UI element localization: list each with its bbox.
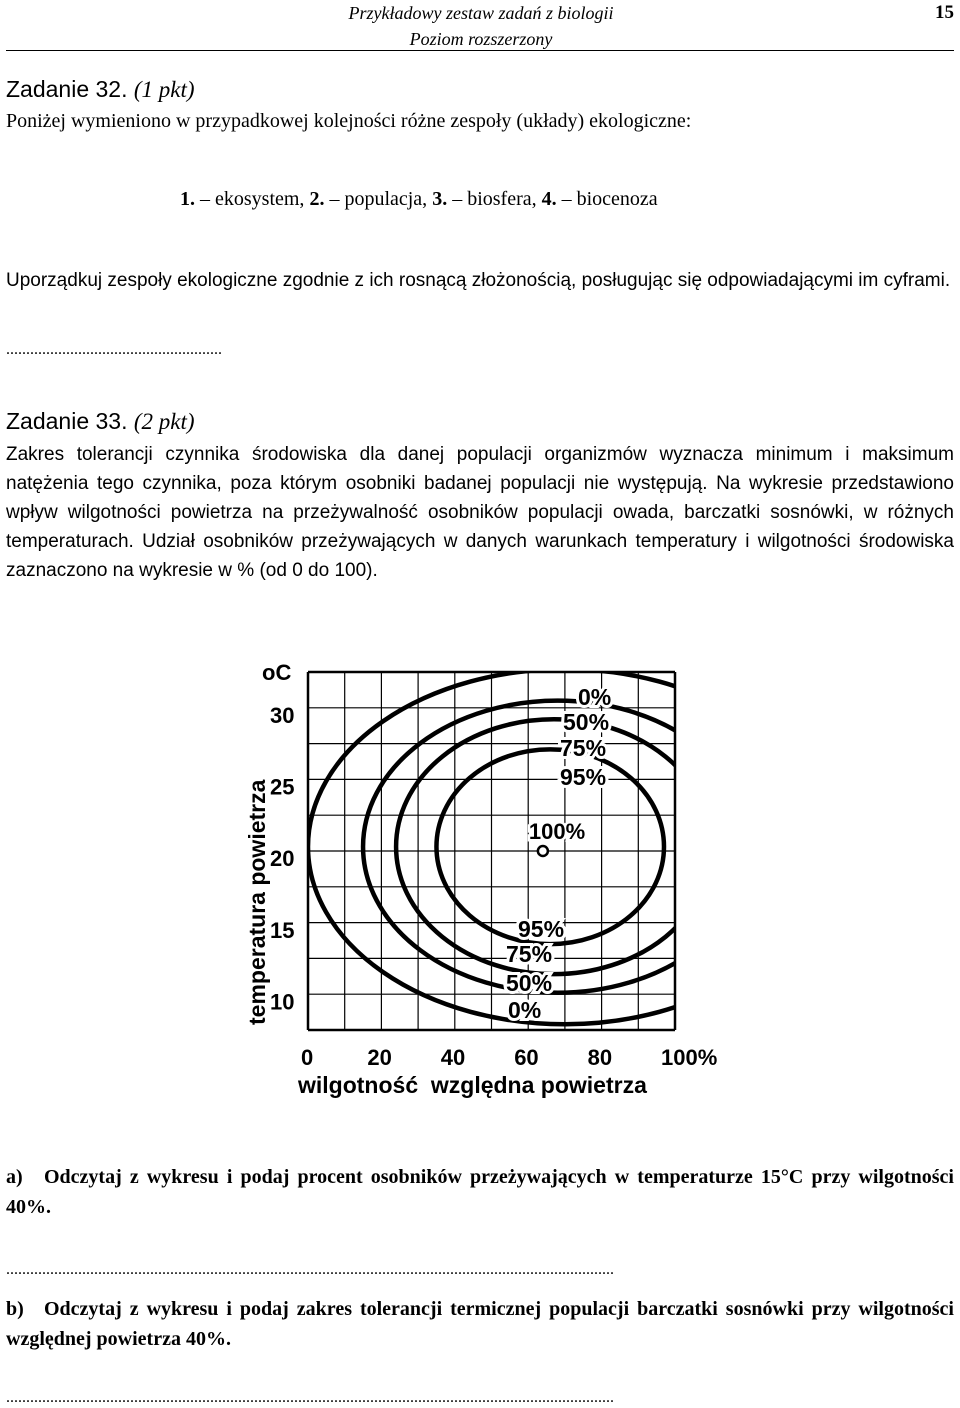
optimum-label: 100% [528, 819, 586, 844]
page-header [326, 0, 636, 52]
question-a-text: Odczytaj z wykresu i podaj procent osobników przeżywających w temperaturze 15°C przy wilgotności 40%. [6, 1166, 954, 1218]
task32-intro: Poniżej wymieniono w przypadkowej kolejności różne zespoły (układy) ekologiczne: [6, 110, 692, 132]
list-item-num: 3. [432, 188, 448, 210]
y-tick-label: 30 [270, 702, 295, 728]
list-item-num: 4. [541, 188, 557, 210]
x-tick-label: 80 [587, 1045, 613, 1070]
x-axis-label: wilgotność względna powietrza [298, 1072, 647, 1098]
list-item-num: 1. [180, 188, 195, 210]
header-level: Poziom rozszerzony [409, 29, 553, 49]
task33-title-text: Zadanie 33. [6, 408, 128, 434]
x-tick-label: 40 [440, 1045, 466, 1070]
header-rule [6, 50, 954, 51]
list-item-text: – populacja, [324, 188, 433, 210]
list-item-text: – biosfera, [447, 188, 542, 210]
task32-list [180, 184, 954, 214]
contour-label-upper: 50% [563, 709, 610, 735]
question-b [6, 1294, 954, 1354]
x-tick-label: 20 [367, 1045, 392, 1070]
contour-label-lower: 95% [518, 916, 565, 942]
optimum-point [538, 846, 548, 856]
task32-title-text: Zadanie 32. [6, 76, 128, 102]
task32-points: (1 pkt) [133, 77, 195, 102]
survival-contour-chart [230, 650, 740, 1120]
x-tick-label: 60 [514, 1045, 539, 1070]
y-tick-label: 15 [270, 917, 295, 943]
x-tick-label: 100% [661, 1045, 718, 1070]
y-unit-label: oC [262, 660, 292, 685]
x-tick-label: 0 [301, 1045, 314, 1070]
list-item-text: – biocenoza [556, 188, 658, 210]
question-b-text: Odczytaj z wykresu i podaj zakres tolerancji termicznej populacji barczatki sosnówki przy wilgotności względnej powietrza 40%. [6, 1298, 954, 1350]
contour-label-lower: 75% [506, 941, 553, 967]
contour-label-upper: 95% [560, 764, 607, 790]
list-item-num: 2. [309, 188, 325, 210]
page-number: 15 [935, 2, 954, 23]
question-b-label: b) [6, 1298, 24, 1320]
question-a [6, 1162, 954, 1222]
y-tick-label: 20 [270, 846, 295, 872]
task32-instruction: Uporządkuj zespoły ekologiczne zgodnie z ich rosnącą złożonością, posługując się odpowiadającymi im cyframi. [6, 270, 951, 291]
answer-line-a[interactable]: ........................................................................................................................................................ [6, 1261, 614, 1278]
contour-label-upper: 0% [578, 684, 612, 710]
list-item-text: – ekosystem, [195, 188, 310, 210]
contour-95-percent [436, 749, 664, 944]
contour-label-lower: 50% [506, 970, 553, 996]
task33-paragraph: Zakres tolerancji czynnika środowiska dla danej populacji organizmów wyznacza minimum i maksimum natężenia tego czynnika, poza którym osobniki badanej populacji nie występują. Na wykresie przedstawiono wpływ wilgotności powietrza na przeżywalność osobników populacji owada, barczatki sosnówki, w różnych temperaturach. Udział osobników przeżywających w danych warunkach temperatury i wilgotności środowiska zaznaczono na wykresie w % (od 0 do 100). [6, 444, 954, 581]
y-axis-label: temperatura powietrza [244, 779, 270, 1025]
task32-answer-line[interactable]: ...................................................... [6, 341, 222, 358]
task32-title [6, 74, 954, 105]
contour-label-upper: 75% [560, 735, 607, 761]
header-subject: Przykładowy zestaw zadań z biologii [348, 3, 614, 23]
y-tick-label: 25 [270, 774, 295, 800]
task33-points: (2 pkt) [133, 409, 195, 434]
question-a-label: a) [6, 1166, 23, 1188]
contour-label-lower: 0% [508, 997, 542, 1023]
answer-line-b[interactable]: ........................................................................................................................................................ [6, 1389, 614, 1406]
task33-title [6, 406, 954, 437]
y-tick-label: 10 [270, 989, 295, 1015]
